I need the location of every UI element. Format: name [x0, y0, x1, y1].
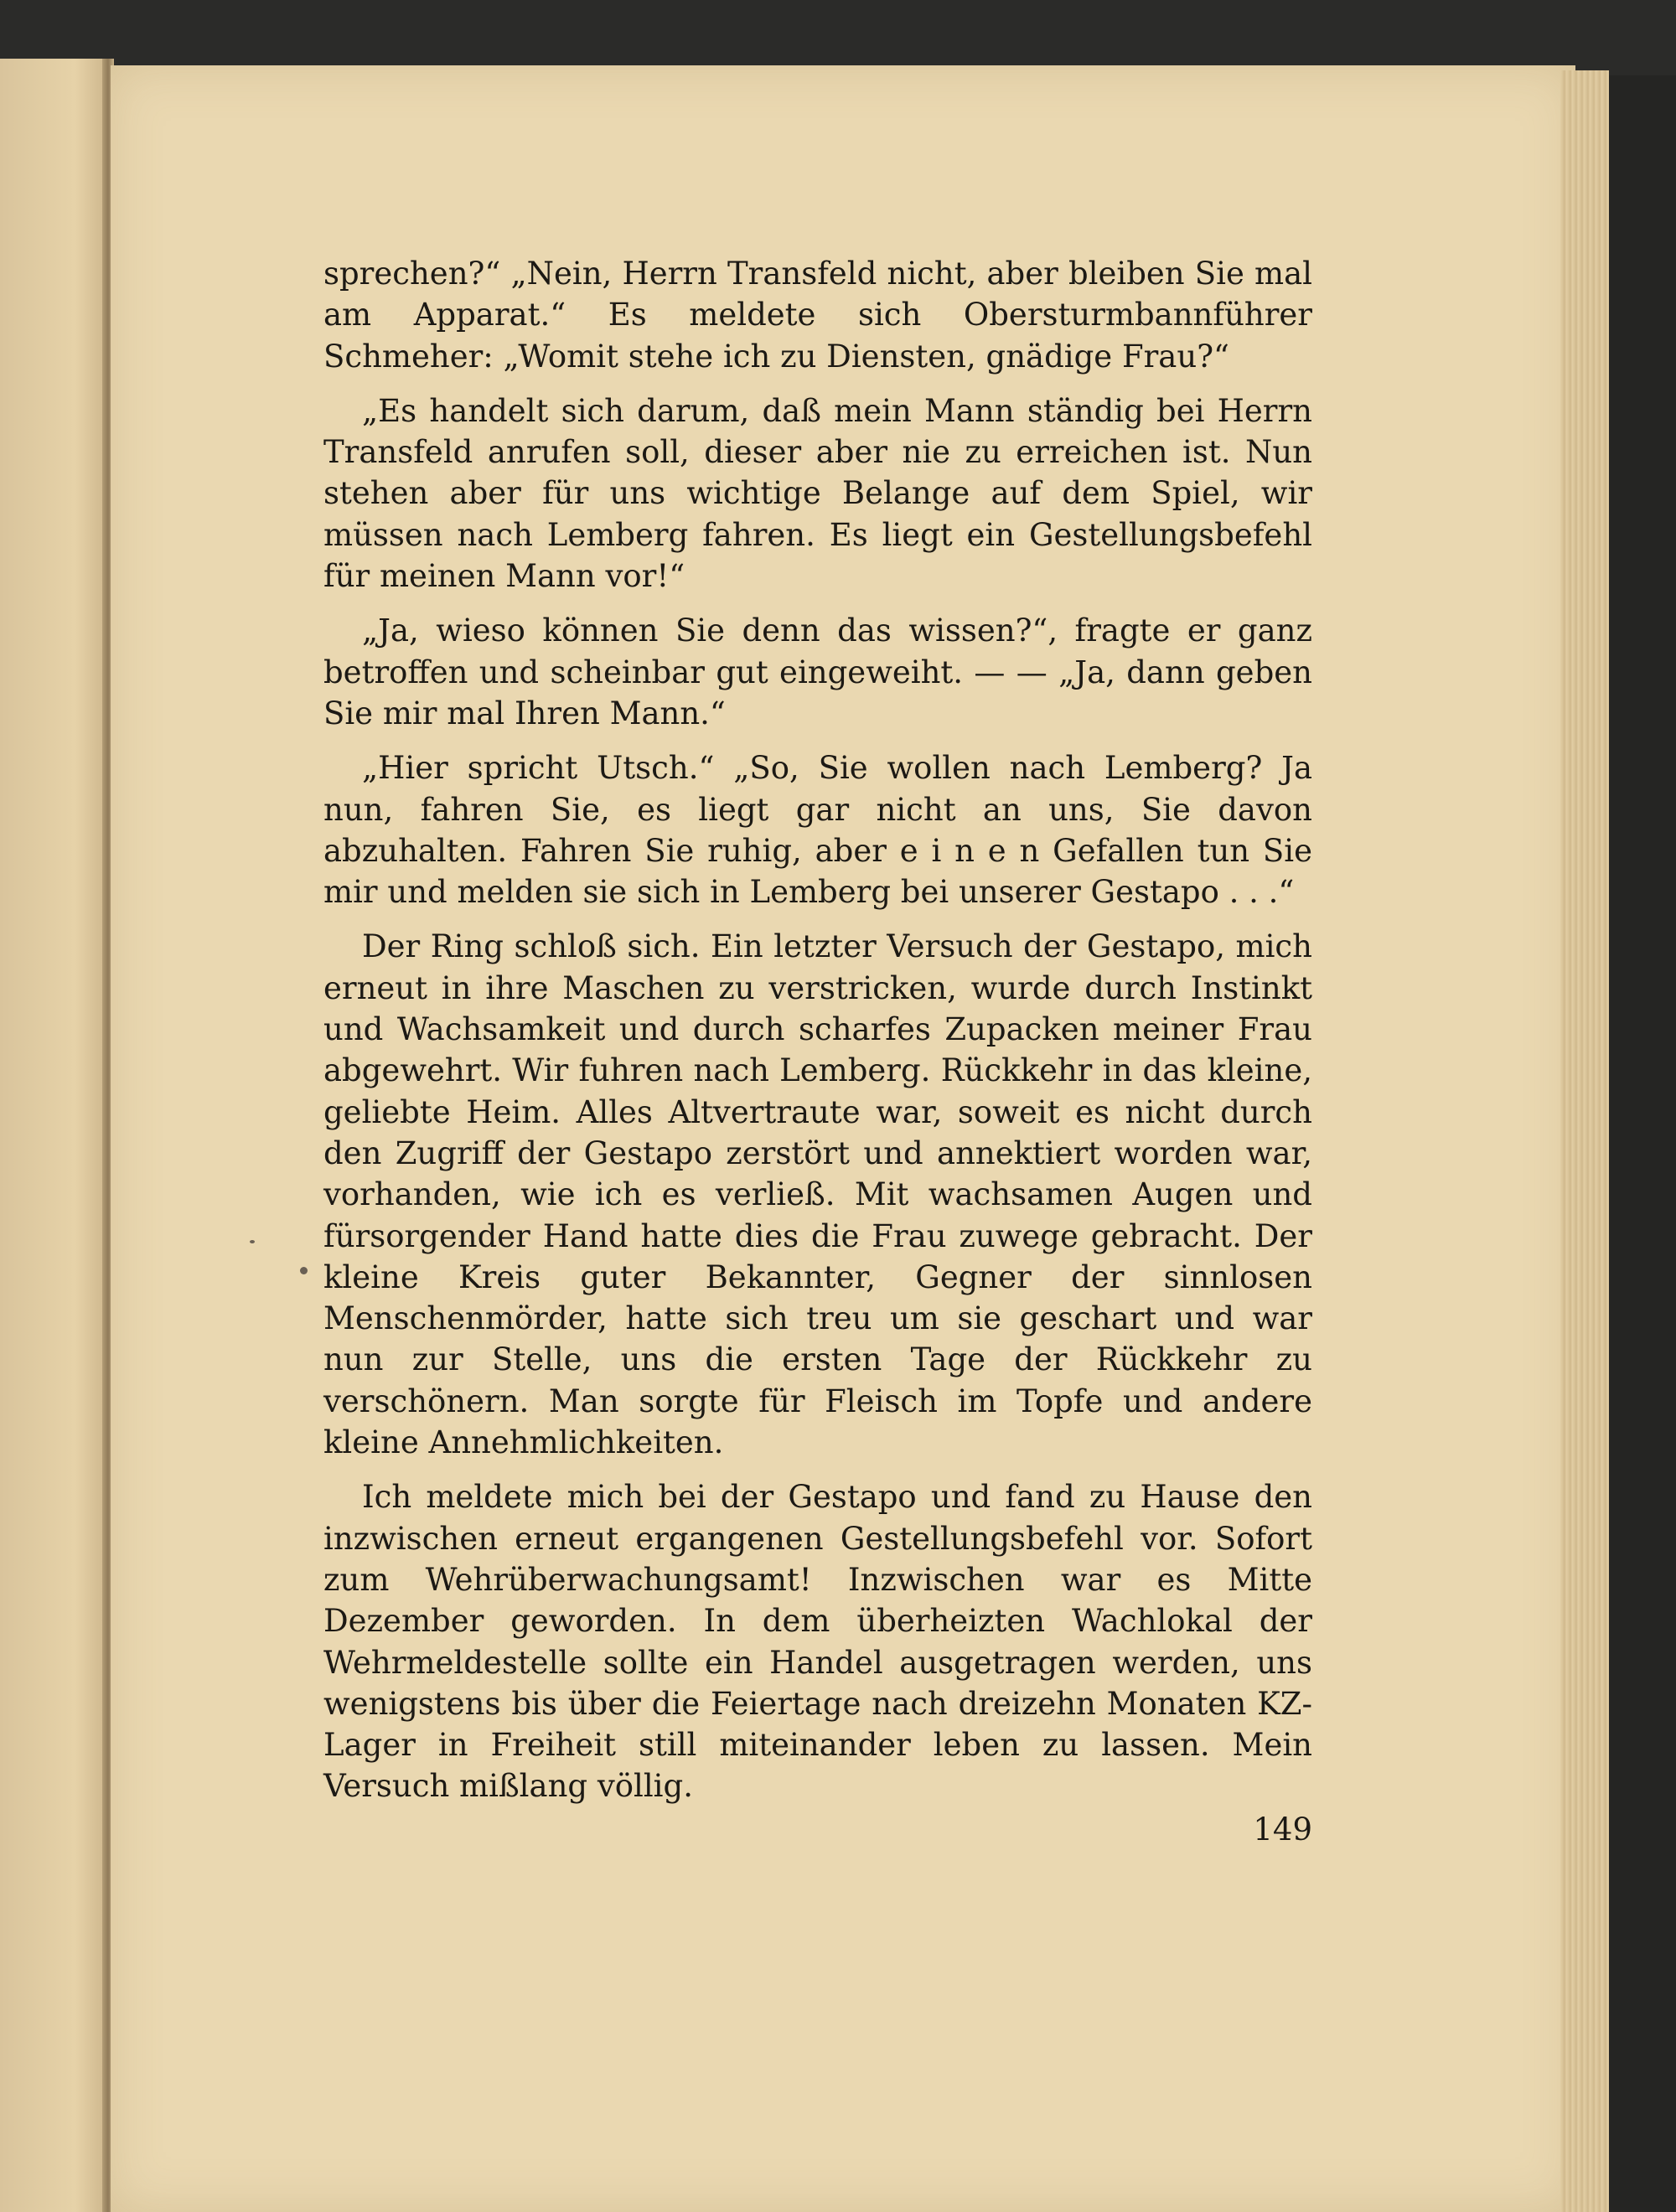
paper-speck [300, 1267, 308, 1274]
paragraph: Der Ring schloß sich. Ein letzter Versuch der Gestapo, mich erneut in ihre Maschen zu verstricken, wurde durch Instinkt und Wachsamkeit und durch scharfes Zupacken meiner Frau abgewehrt. Wir fuhren nach Lemberg. Rückkehr in das kleine, geliebte Heim. Alles Altvertraute war, soweit es nicht durch den Zugriff der Gestapo zerstört und annektiert worden war, vorhanden, wie ich es verließ. Mit wachsamen Augen und fürsorgender Hand hatte dies die Frau zuwege gebracht. Der kleine Kreis guter Bekannter, Gegner der sinnlosen Menschenmörder, hatte sich treu um sie geschart und war nun zur Stelle, uns die ersten Tage der Rückkehr zu verschönern. Man sorgte für Fleisch im Topfe und andere kleine Annehmlichkeiten. [323, 928, 1312, 1461]
paragraph: sprechen?“ „Nein, Herrn Transfeld nicht, aber bleiben Sie mal am Apparat.“ Es meldete sich Obersturmbannführer Schmeher: „Womit stehe ich zu Diensten, gnädige Frau?“ [323, 256, 1312, 375]
facing-page-edge [0, 59, 107, 2212]
page-number: 149 [1253, 1811, 1312, 1848]
paragraph: „Ja, wieso können Sie denn das wissen?“, fragte er ganz betroffen und scheinbar gut eingeweiht. — — „Ja, dann geben Sie mir mal Ihren Mann.“ [323, 612, 1312, 731]
page-stack-edge [1560, 70, 1609, 2212]
paragraph: „Es handelt sich darum, daß mein Mann ständig bei Herrn Transfeld anrufen soll, dieser aber nie zu erreichen ist. Nun stehen aber für uns wichtige Belange auf dem Spiel, wir müssen nach Lemberg fahren. Es liegt ein Gestellungsbefehl für meinen Mann vor!“ [323, 392, 1312, 595]
paragraph: „Hier spricht Utsch.“ „So, Sie wollen nach Lemberg? Ja nun, fahren Sie, es liegt gar nicht an uns, Sie davon abzuhalten. Fahren Sie ruhig, aber e i n e n Gefallen tun Sie mir und melden sie sich in Lemberg bei unserer Gestapo . . .“ [323, 750, 1312, 911]
paragraph: Ich meldete mich bei der Gestapo und fand zu Hause den inzwischen erneut ergangenen Gestellungsbefehl vor. Sofort zum Wehrüberwachungsamt! Inzwischen war es Mitte Dezember geworden. In dem überheizten Wachlokal der Wehrmeldestelle sollte ein Handel ausgetragen werden, uns wenigstens bis über die Feiertage nach dreizehn Monaten KZ-Lager in Freiheit still miteinander leben zu lassen. Mein Versuch mißlang völlig. [323, 1479, 1312, 1805]
paper-speck [250, 1240, 255, 1243]
background-shadow [1609, 75, 1676, 2212]
body-text [323, 253, 1312, 1821]
